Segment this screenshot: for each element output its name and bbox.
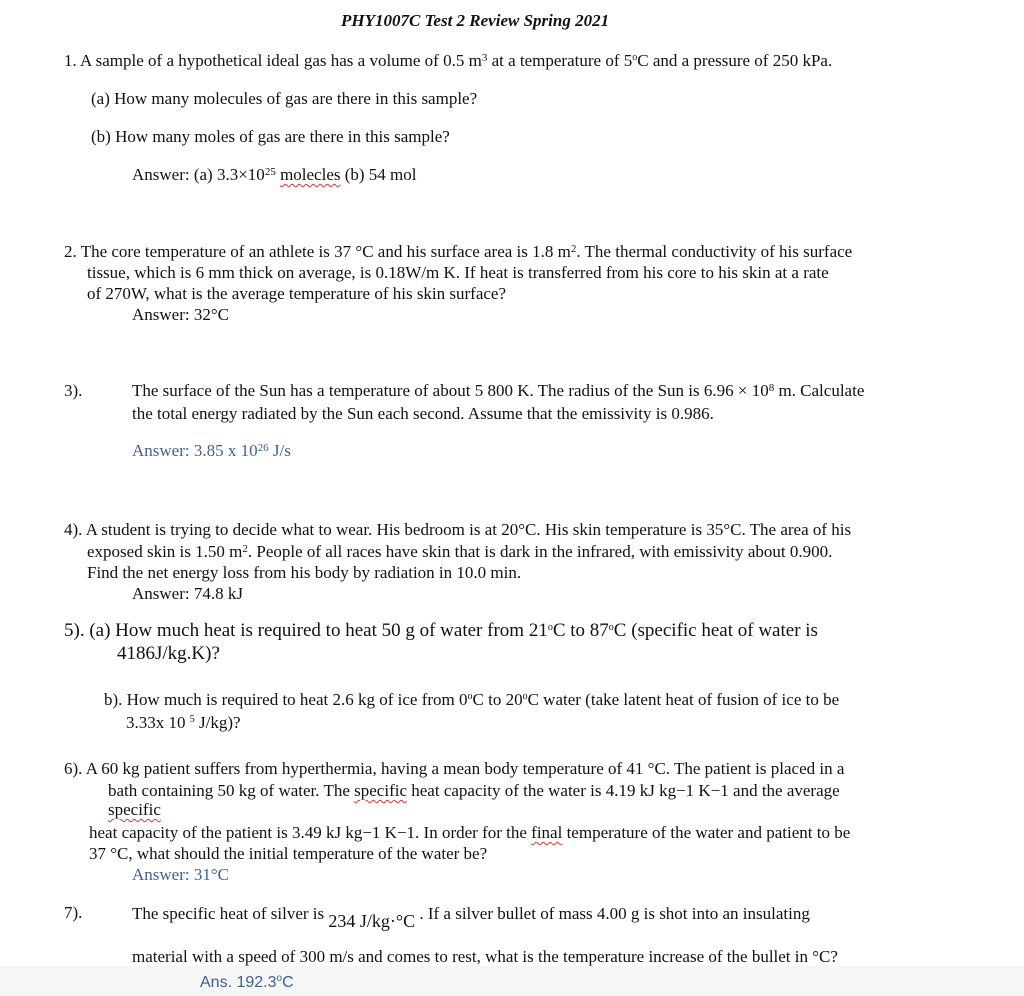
- question-3-answer: Answer: 3.85 x $10^{26}$ J/s: [132, 441, 291, 460]
- question-6-line-4: heat capacity of the patient is 3.49 kJ kg−1 K−1. In order for the final temperature of the water and patient to be: [89, 823, 851, 842]
- question-3-line-1: The surface of the Sun has a temperature of about 5 800 K. The radius of the Sun is $6.96 \times 10^8$ m. Calculate: [132, 381, 865, 400]
- bottom-strip: [0, 966, 1024, 996]
- question-3-number: 3).: [64, 381, 83, 400]
- question-2-line-2: tissue, which is 6 mm thick on average, is 0.18W/m K. If heat is transferred from his core to his skin at a rate: [87, 263, 829, 282]
- question-4-line-1: 4). A student is trying to decide what to wear. His bedroom is at 20°C. His skin temperature is 35°C. The area of his: [64, 520, 852, 539]
- question-2-answer: Answer: 32°C: [132, 305, 229, 324]
- question-4-line-3: Find the net energy loss from his body by radiation in 10.0 min.: [87, 563, 522, 582]
- question-7-line-1: The specific heat of silver is 234 J/kg·°C . If a silver bullet of mass 4.00 g is shot into an insulating: [132, 904, 810, 931]
- question-6-line-5: 37 °C, what should the initial temperature of the water be?: [89, 844, 488, 863]
- question-6-line-2: bath containing 50 kg of water. The specific heat capacity of the water is 4.19 kJ kg−1 K−1 and the average: [108, 781, 840, 800]
- question-3-line-2: the total energy radiated by the Sun each second. Assume that the emissivity is 0.986.: [132, 404, 714, 423]
- question-5b-line-1: b). How much is required to heat 2.6 kg of ice from 0$^o$C to 20$^o$C water (take latent heat of fusion of ice to be: [104, 690, 840, 709]
- page-title: PHY1007C Test 2 Review Spring 2021: [341, 11, 610, 30]
- question-1-text: 1. A sample of a hypothetical ideal gas has a volume of 0.5 $m^3$ at a temperature of 5$^o$C and a pressure of 250 kPa.: [64, 51, 833, 70]
- question-2-line-3: of 270W, what is the average temperature of his skin surface?: [87, 284, 507, 303]
- question-1a: (a) How many molecules of gas are there in this sample?: [91, 89, 478, 108]
- question-1b: (b) How many moles of gas are there in this sample?: [91, 127, 450, 146]
- question-5a-line-2: 4186J/kg.K)?: [117, 643, 220, 664]
- question-5a-line-1: 5). (a) How much heat is required to heat 50 g of water from 21$^o$C to 87$^o$C (specific heat of water is: [64, 620, 818, 641]
- question-4-answer: Answer: 74.8 kJ: [132, 584, 243, 603]
- question-1-answer: Answer: (a) $3.3\times 10^{25}$ molecles (b) 54 mol: [132, 165, 417, 184]
- question-5b-line-2: 3.33x 10 $^5$ J/kg)?: [126, 713, 241, 732]
- question-7-answer: Ans. 192.3$^o$C: [200, 973, 294, 991]
- question-6-line-1: 6). A 60 kg patient suffers from hyperthermia, having a mean body temperature of 41 °C. The patient is placed in a: [64, 759, 845, 778]
- question-6-answer: Answer: 31°C: [132, 865, 229, 884]
- question-4-line-2: exposed skin is 1.50 $m^2$. People of all races have skin that is dark in the infrared, with emissivity about 0.900.: [87, 542, 833, 561]
- question-2-line-1: 2. The core temperature of an athlete is 37 °C and his surface area is 1.8 $m^2$. The thermal conductivity of his surface: [64, 242, 853, 261]
- question-7-line-2: material with a speed of 300 m/s and comes to rest, what is the temperature increase of the bullet in °C?: [132, 947, 838, 966]
- question-6-line-3: specific: [108, 800, 161, 819]
- question-7-number: 7).: [64, 903, 83, 922]
